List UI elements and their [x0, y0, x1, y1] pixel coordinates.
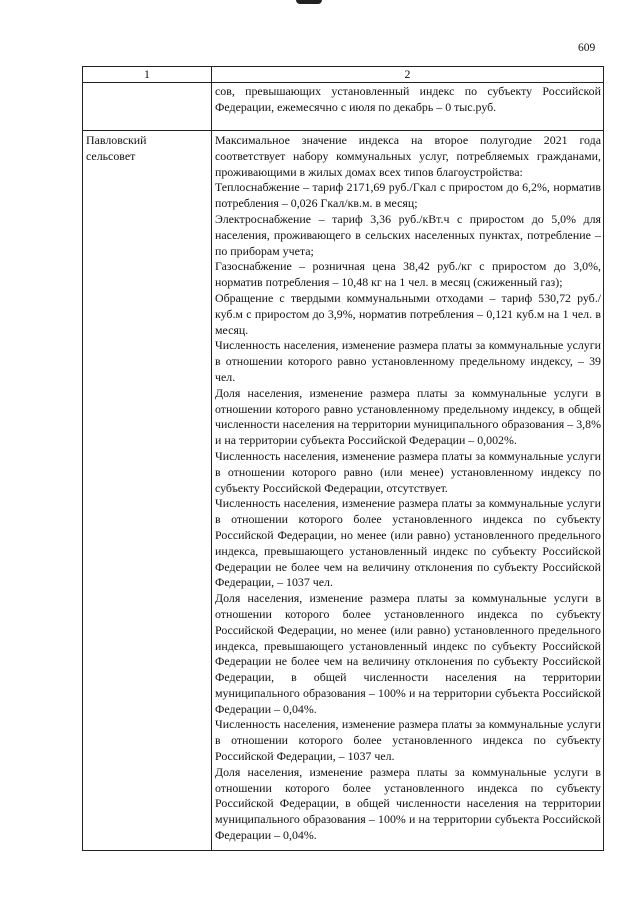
paragraph-population-equal-limit: Численность населения, изменение размера платы за коммунальные услуги в отношении которого равно установленному предельному индексу, – 39 чел.	[215, 338, 601, 384]
column-header-2: 2	[212, 67, 604, 83]
continued-name-cell	[83, 83, 212, 131]
continued-text: сов, превышающих установленный индекс по субъекту Российской Федерации, ежемесячно с июля по декабрь – 0 тыс.руб.	[215, 84, 601, 114]
municipality-content-cell	[212, 131, 604, 851]
paragraph-max-index: Максимальное значение индекса на второе полугодие 2021 года соответствует набору коммунальных услуг, потребляемых гражданами, проживающими в жилых домах всех типов благоустройства:	[215, 133, 601, 179]
table-row-continued	[83, 83, 604, 131]
paragraph-electricity: Электроснабжение – тариф 3,36 руб./кВт.ч с приростом до 5,0% для населения, проживающего в сельских населенных пунктах, потребление – по приборам учета;	[215, 211, 601, 258]
paragraph-population-below-index: Численность населения, изменение размера платы за коммунальные услуги в отношении которого равно (или менее) установленному индексу по субъекту Российской Федерации, отсутствует.	[215, 448, 601, 495]
paragraph-share-equal-limit: Доля населения, изменение размера платы за коммунальные услуги в отношении которого равно установленному предельному индексу, в общей численности населения на территории муниципального образования – 3,8% и на территории субъекта Российской Федерации – 0,002%.	[215, 385, 601, 448]
paragraph-population-above-index: Численность населения, изменение размера платы за коммунальные услуги в отношении которого более установленного индекса по субъекту Российской Федерации, – 1037 чел.	[215, 717, 601, 764]
paragraph-population-within-deviation: Численность населения, изменение размера платы за коммунальные услуги в отношении которого более установленного индекса по субъекту Российской Федерации, но менее (или равно) установленного предельного индекса, превышающего установленный индекс по субъекту Российской Федерации не более чем на величину отклонения по субъекту Российской Федерации, – 1037 чел.	[215, 496, 601, 590]
paragraph-share-within-deviation: Доля населения, изменение размера платы за коммунальные услуги в отношении которого более установленного индекса по субъекту Российской Федерации, но менее (или равно) установленного предельного индекса, превышающего установленный индекс по субъекту Российской Федерации не более чем на величину отклонения по субъекту Российской Федерации, в общей численности населения на территории муниципального образования – 100% и на территории субъекта Российской Федерации – 0,04%.	[215, 591, 601, 716]
municipality-name-cell	[83, 131, 212, 851]
municipality-name-line-2: сельсовет	[86, 148, 136, 163]
page-top-mark	[296, 0, 322, 4]
paragraph-waste: Обращение с твердыми коммунальными отходами – тариф 530,72 руб./куб.м с приростом до 3,9%, норматив потребления – 0,121 куб.м на 1 чел. в месяц.	[215, 290, 601, 337]
continued-content-cell	[212, 83, 604, 131]
paragraph-gas-supply: Газоснабжение – розничная цена 38,42 руб./кг с приростом до 3,0%, норматив потребления – 10,48 кг на 1 чел. в месяц (сжиженный газ);	[215, 259, 601, 290]
municipal-index-table	[82, 66, 604, 851]
page-number: 609	[578, 42, 596, 54]
table-header-row	[83, 67, 604, 83]
table-row-pavlovsky	[83, 131, 604, 851]
paragraph-share-above-index: Доля населения, изменение размера платы за коммунальные услуги в отношении которого более установленного индекса по субъекту Российской Федерации, в общей численности населения на территории муниципального образования – 100% и на территории субъекта Российской Федерации – 0,04%.	[215, 764, 601, 843]
municipality-name-line-1: Павловский	[86, 133, 147, 147]
column-header-1: 1	[83, 67, 212, 83]
paragraph-heat-supply: Теплоснабжение – тариф 2171,69 руб./Гкал с приростом до 6,2%, норматив потребления – 0,026 Гкал/кв.м. в месяц;	[215, 180, 601, 211]
